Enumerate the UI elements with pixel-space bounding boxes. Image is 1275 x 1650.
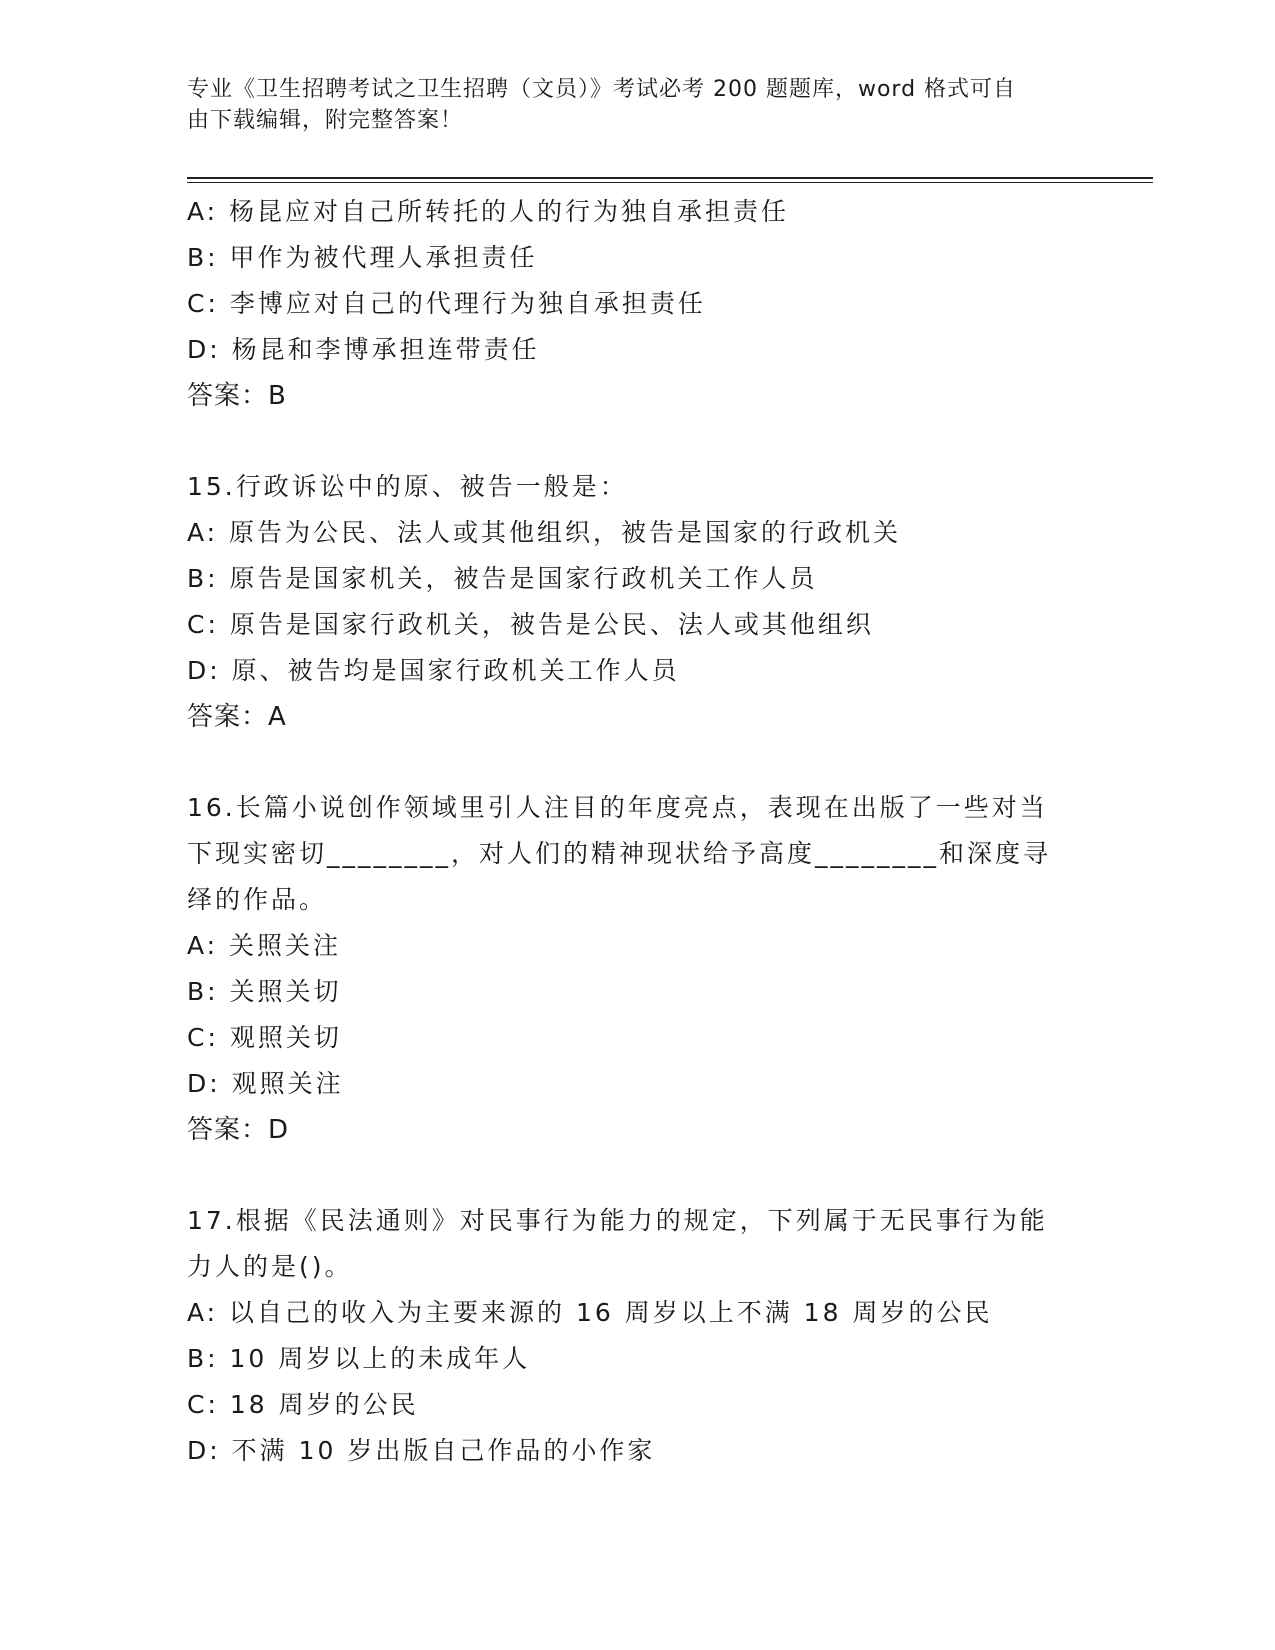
question-list <box>187 189 1087 1474</box>
option-c: C: 李博应对自己的代理行为独自承担责任 <box>187 289 706 318</box>
option-c: C: 观照关切 <box>187 1023 342 1052</box>
question-stem-line: 力人的是()。 <box>187 1252 353 1281</box>
option-b: B: 原告是国家机关，被告是国家行政机关工作人员 <box>187 564 818 593</box>
option-a: A: 原告为公民、法人或其他组织，被告是国家的行政机关 <box>187 518 902 547</box>
option-a: A: 杨昆应对自己所转托的人的行为独自承担责任 <box>187 197 790 226</box>
option-d: D: 杨昆和李博承担连带责任 <box>187 335 540 364</box>
answer-line: 答案：B <box>187 381 287 411</box>
question-spacer <box>187 1153 1087 1198</box>
question-14 <box>187 189 1087 419</box>
question-15 <box>187 464 1087 740</box>
question-stem-line: 17.根据《民法通则》对民事行为能力的规定，下列属于无民事行为能 <box>187 1206 1048 1235</box>
answer-line: 答案：D <box>187 1115 290 1145</box>
option-d: D: 不满 10 岁出版自己作品的小作家 <box>187 1436 656 1465</box>
option-d: D: 观照关注 <box>187 1069 344 1098</box>
document-header <box>187 74 1087 136</box>
question-stem-line: 绎的作品。 <box>187 885 328 914</box>
question-spacer <box>187 419 1087 464</box>
header-line-2: 由下载编辑，附完整答案！ <box>187 108 464 133</box>
question-17 <box>187 1198 1087 1474</box>
question-stem-line: 下现实密切________，对人们的精神现状给予高度________和深度寻 <box>187 839 1052 868</box>
option-a: A: 以自己的收入为主要来源的 16 周岁以上不满 18 周岁的公民 <box>187 1298 993 1327</box>
option-c: C: 18 周岁的公民 <box>187 1390 419 1419</box>
question-16 <box>187 785 1087 1153</box>
option-c: C: 原告是国家行政机关，被告是公民、法人或其他组织 <box>187 610 874 639</box>
header-divider-thick <box>187 177 1153 179</box>
question-stem-line: 16.长篇小说创作领域里引人注目的年度亮点，表现在出版了一些对当 <box>187 793 1048 822</box>
answer-line: 答案：A <box>187 702 287 732</box>
option-d: D: 原、被告均是国家行政机关工作人员 <box>187 656 680 685</box>
question-stem: 15.行政诉讼中的原、被告一般是： <box>187 472 628 501</box>
option-a: A: 关照关注 <box>187 931 342 960</box>
header-line-1: 专业《卫生招聘考试之卫生招聘（文员）》考试必考 200 题题库，word 格式可自 <box>187 77 1017 102</box>
question-spacer <box>187 740 1087 785</box>
header-divider-thin <box>187 182 1153 183</box>
option-b: B: 10 周岁以上的未成年人 <box>187 1344 531 1373</box>
option-b: B: 关照关切 <box>187 977 342 1006</box>
option-b: B: 甲作为被代理人承担责任 <box>187 243 538 272</box>
